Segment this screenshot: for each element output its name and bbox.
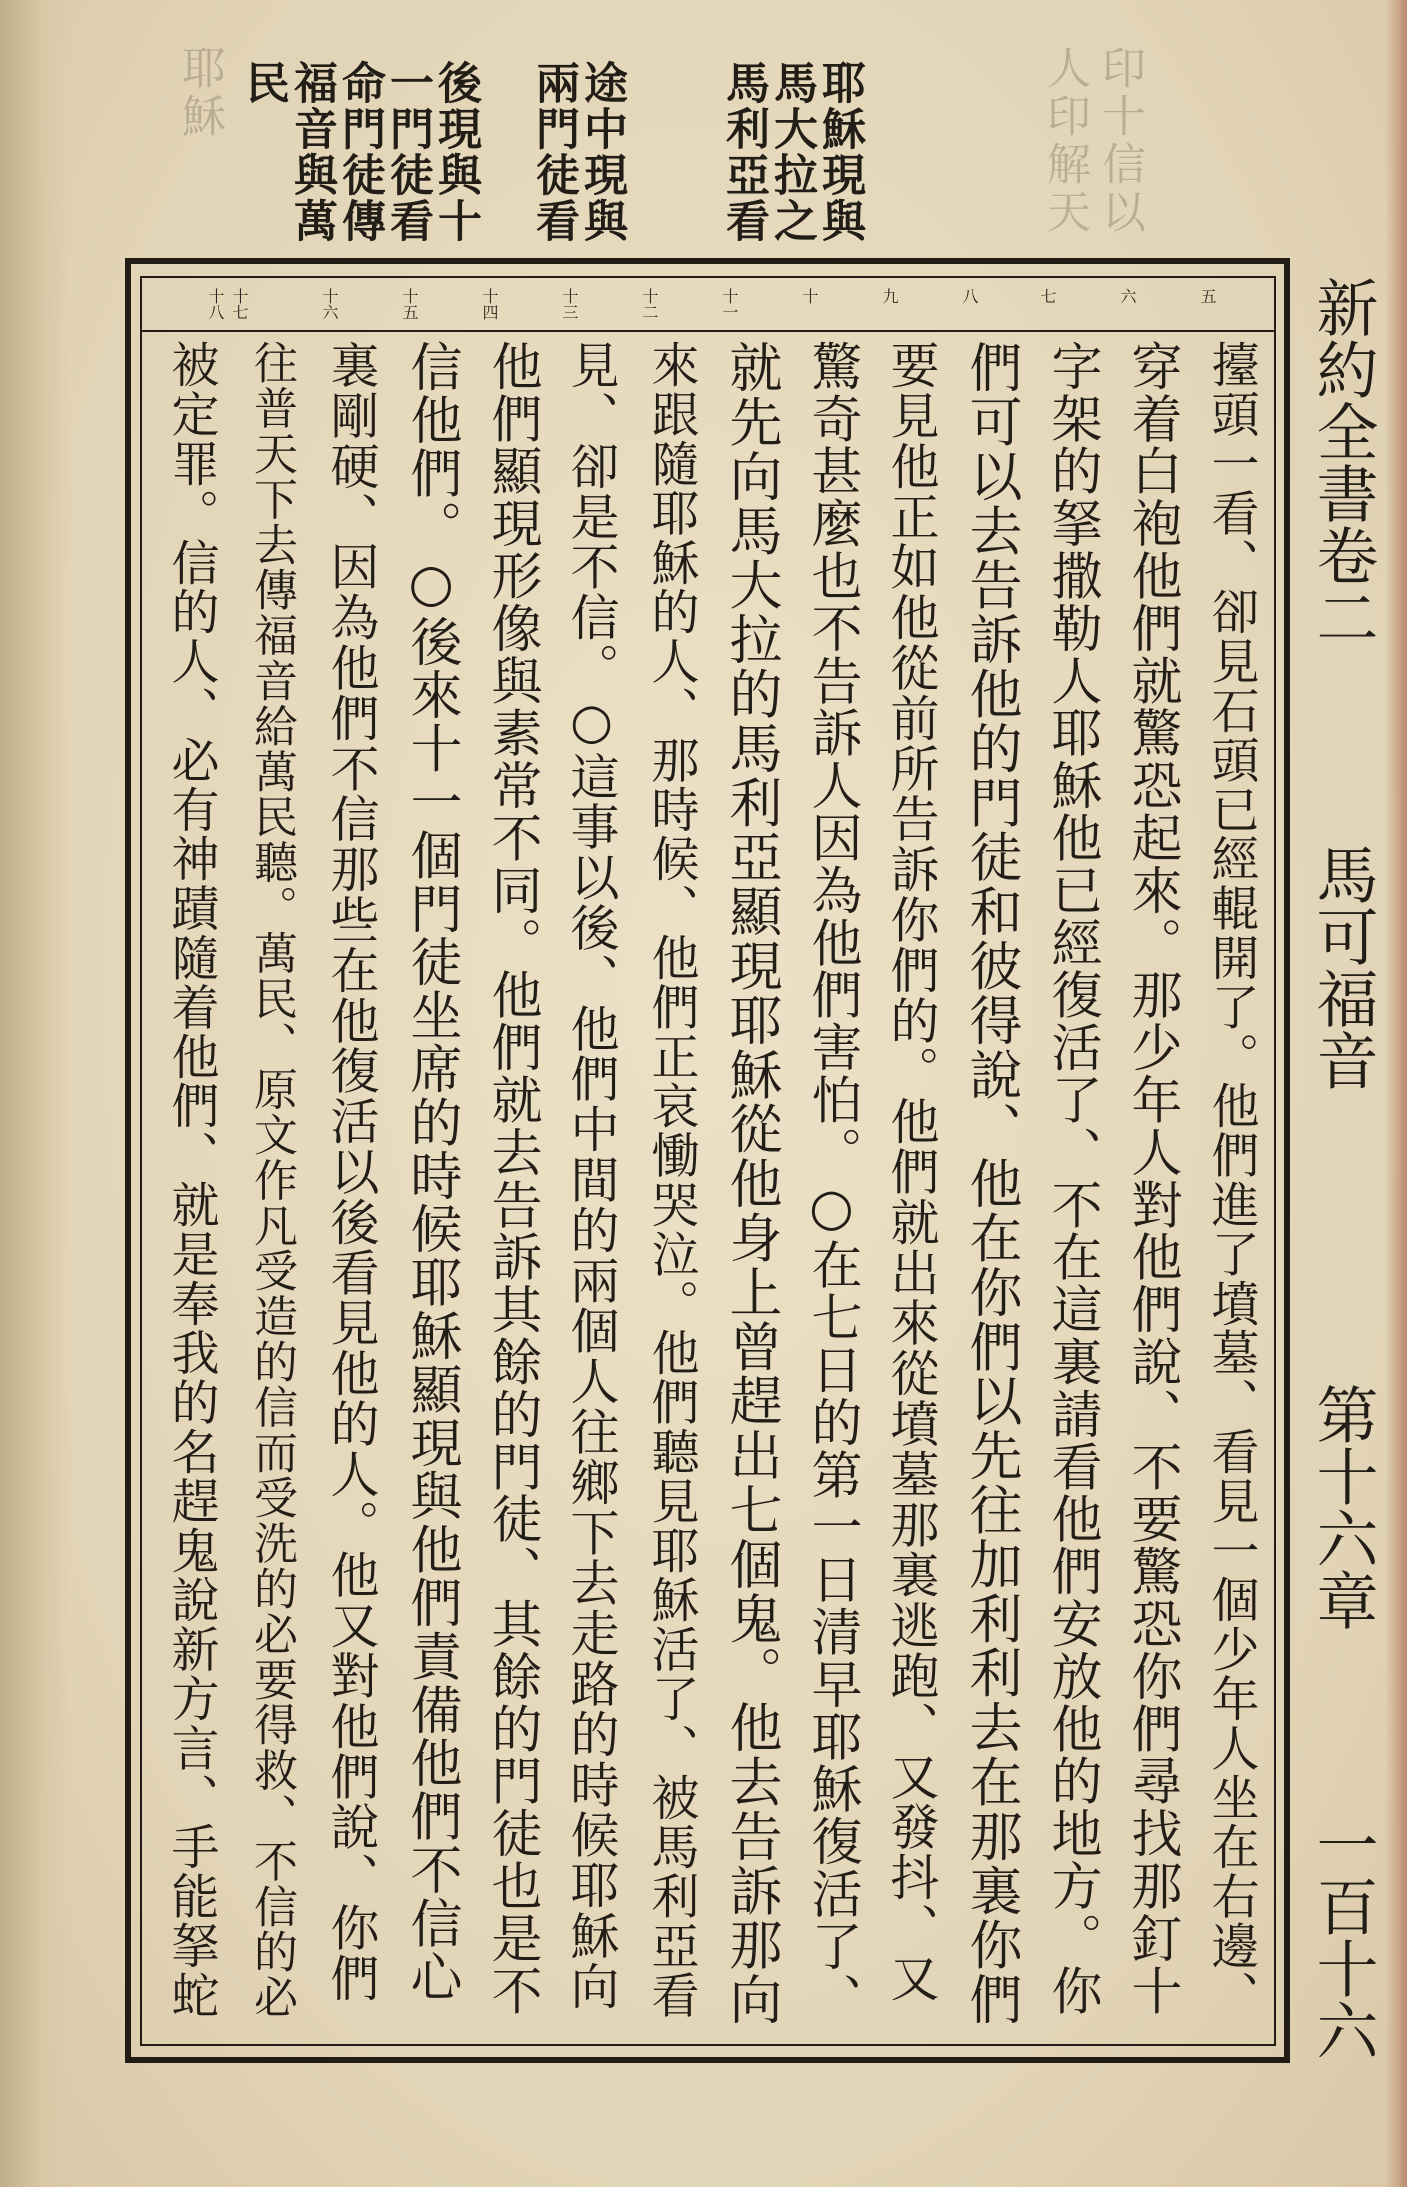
- column-text: 們可以去告訴他的門徒和彼得說、他在你們以先往加利利去在那裏你們: [961, 340, 1022, 2027]
- bleed-through-text: 人印解天: [1039, 45, 1090, 237]
- text-column: [1032, 340, 1110, 2040]
- marginal-heading-line: 馬大拉之: [766, 60, 817, 244]
- scripture-body: [146, 340, 1274, 2040]
- column-text: 來跟隨耶穌的人、那時候、他們正哀慟哭泣。他們聽見耶穌活了、被馬利亞看: [643, 340, 699, 2020]
- marginal-heading-line: 兩門徒看: [528, 60, 579, 244]
- text-column: [472, 340, 550, 2040]
- verse-marker: 十三: [560, 288, 579, 320]
- verse-marker: 九: [880, 288, 899, 304]
- marginal-heading-3: [238, 60, 481, 244]
- column-text: 穿着白袍他們就驚恐起來。那少年人對他們說、不要驚恐你們尋找那釘十: [1122, 340, 1181, 2017]
- column-text: 擡頭一看、卻見石頭已經輥開了。他們進了墳墓、看見一個少年人坐在右邊、: [1203, 340, 1259, 2020]
- bleed-through-text: 印十信以: [1094, 45, 1145, 237]
- text-column: [152, 340, 230, 2040]
- gospel-title: 馬可福音: [1306, 843, 1379, 1091]
- text-column: [1112, 340, 1190, 2040]
- book-title: 新約全書卷二: [1306, 276, 1379, 648]
- verse-marker: 十二: [640, 288, 659, 320]
- marginal-heading-line: 命門徒傳: [334, 60, 385, 244]
- marginal-heading-line: 民: [238, 60, 289, 106]
- marginal-headings: [240, 60, 880, 250]
- verse-marker: 七: [1038, 288, 1057, 304]
- chapter-label: 第十六章: [1306, 1383, 1379, 1631]
- marginal-heading-1: [718, 60, 865, 244]
- column-text: 見、卻是不信。○這事以後、他們中間的兩個人往鄉下去走路的時候耶穌向: [563, 340, 620, 2012]
- verse-marker: 十: [800, 288, 819, 304]
- verse-marker-band: [142, 278, 1274, 332]
- verse-marker: 十五: [400, 288, 419, 320]
- marginal-heading-line: 馬利亞看: [718, 60, 769, 244]
- marginal-heading-line: 途中現與: [576, 60, 627, 244]
- book-spine-shadow: [0, 0, 70, 2187]
- column-text: 驚奇甚麼也不告訴人因為他們害怕。○在七日的第一日清早耶穌復活了、: [802, 340, 861, 2025]
- text-column: [392, 340, 470, 2040]
- text-column: [792, 340, 870, 2040]
- marginal-heading-line: 耶穌現與: [814, 60, 865, 244]
- text-column: [712, 340, 790, 2040]
- text-column: [312, 340, 390, 2040]
- verse-marker: 十六: [320, 288, 339, 320]
- text-column: [632, 340, 710, 2040]
- column-text: 往普天下去傳福音給萬民聽。萬民、原文作凡受造的信而受洗的必要得救、不信的必: [246, 340, 297, 2020]
- marginal-heading-line: 後現與十: [430, 60, 481, 244]
- running-header: [1296, 268, 1388, 2061]
- column-text: 信他們。○後來十一個門徒坐席的時候耶穌顯現與他們責備他們不信心: [401, 340, 461, 2004]
- marginal-heading-line: 福音與萬: [286, 60, 337, 244]
- text-column: [1192, 340, 1270, 2040]
- verse-marker: 八: [960, 288, 979, 304]
- page-edge: [1385, 0, 1407, 2187]
- verse-marker: 十七: [230, 288, 249, 320]
- bleed-through-text: 耶穌: [174, 45, 225, 141]
- marginal-heading-2: [528, 60, 627, 244]
- page-number: 一百十六: [1306, 1813, 1379, 2061]
- column-text: 他們顯現形像與素常不同。他們就去告訴其餘的門徒、其餘的門徒也是不: [482, 340, 541, 2017]
- column-text: 被定罪。信的人、必有神蹟隨着他們、就是奉我的名趕鬼說新方言、手能拏蛇: [163, 340, 219, 2020]
- marginal-heading-line: 一門徒看: [382, 60, 433, 244]
- column-text: 裏剛硬、因為他們不信那些在他復活以後看見他的人。他又對他們說、你們: [323, 340, 380, 2004]
- verse-marker: 十八: [206, 288, 225, 320]
- column-text: 字架的拏撒勒人耶穌他已經復活了、不在這裏請看他們安放他的地方。你: [1042, 340, 1101, 2017]
- text-column: [232, 340, 310, 2040]
- text-column: [952, 340, 1030, 2040]
- text-column: [872, 340, 950, 2040]
- verse-marker: 十四: [480, 288, 499, 320]
- text-column: [552, 340, 630, 2040]
- column-text: 要見他正如他從前所告訴你們的。他們就出來從墳墓那裏逃跑、又發抖、又: [883, 340, 940, 2004]
- column-text: 就先向馬大拉的馬利亞顯現耶穌從他身上曾趕出七個鬼。他去告訴那向: [721, 340, 782, 2027]
- verse-marker: 六: [1118, 288, 1137, 304]
- verse-marker: 十一: [720, 288, 739, 320]
- verse-marker: 五: [1198, 288, 1217, 304]
